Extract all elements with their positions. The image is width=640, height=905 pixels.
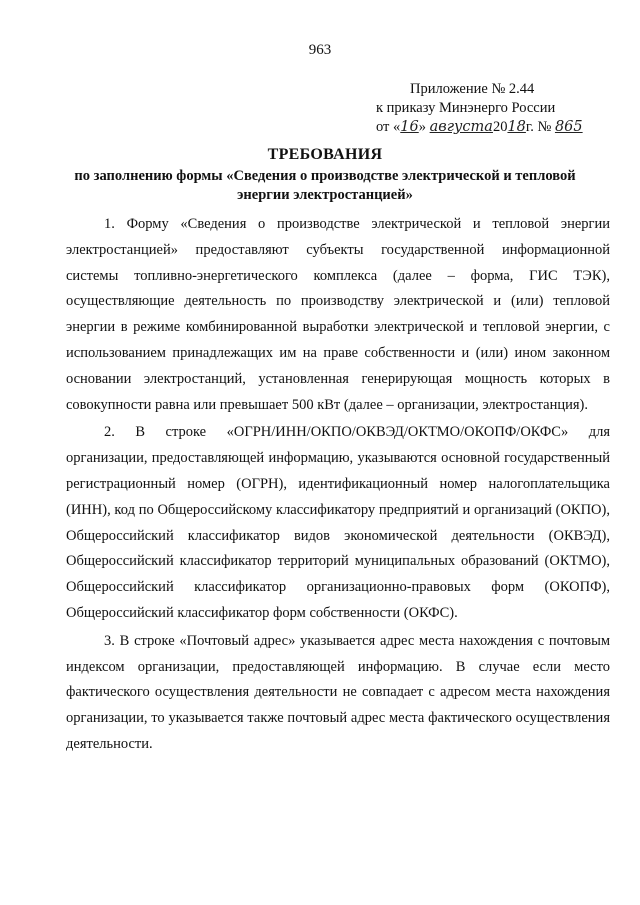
date-prefix: от « <box>376 119 401 135</box>
document-title-block <box>60 146 590 205</box>
handwritten-month: августа <box>429 119 493 135</box>
handwritten-order-number: 865 <box>554 119 583 135</box>
number-prefix: г. № <box>525 119 555 135</box>
year-prefix: 20 <box>492 119 508 135</box>
paragraph-1: 1. Форму «Сведения о производстве электрической и тепловой энергии электростанцией» предоставляют субъекты государственной информационной системы топливно-энергетического комплекса (далее – форма, ГИС ТЭК), осуществляющие деятельность по производству электрической и (или) тепловой энергии в режиме комбинированной выработки электрической и тепловой энергии, с использованием принадлежащих им на праве собственности и (или) ином законном основании электростанций, установленная генерирующая мощность которых в совокупности равна или превышает 500 кВт (далее – организации, электростанция). <box>66 216 610 413</box>
appendix-block <box>376 80 586 137</box>
document-subtitle: по заполнению формы «Сведения о производстве электрической и тепловой энергии электростанцией» <box>74 168 576 203</box>
paragraph-3: 3. В строке «Почтовый адрес» указывается адрес места нахождения с почтовым индексом организации, предоставляющей информацию. В случае если место фактического осуществления деятельности не совпадает с адресом места нахождения организации, то указывается также почтовый адрес места фактического осуществления деятельности. <box>66 632 610 752</box>
appendix-order-ref: к приказу Минэнерго России <box>376 100 556 116</box>
date-separator: » <box>418 119 430 135</box>
document-title: ТРЕБОВАНИЯ <box>267 146 383 163</box>
paragraph-2: 2. В строке «ОГРН/ИНН/ОКПО/ОКВЭД/ОКТМО/ОКОПФ/ОКФС» для организации, предоставляющей информацию, указываются основной государственный регистрационный номер (ОГРН), идентификационный номер налогоплательщика (ИНН), код по Общероссийскому классификатору предприятий и организаций (ОКПО), Общероссийский классификатор видов экономической деятельности (ОКВЭД), Общероссийский классификатор территорий муниципальных образований (ОКТМО), Общероссийский классификатор организационно-правовых форм (ОКОПФ), Общероссийский классификатор форм собственности (ОКФС). <box>66 424 610 621</box>
appendix-title: Приложение № 2.44 <box>410 81 535 97</box>
document-body <box>66 212 610 760</box>
handwritten-day: 16 <box>400 119 419 135</box>
handwritten-year: 18 <box>507 119 526 135</box>
appendix-date-line <box>376 118 586 137</box>
page-number: 963 <box>308 42 332 58</box>
